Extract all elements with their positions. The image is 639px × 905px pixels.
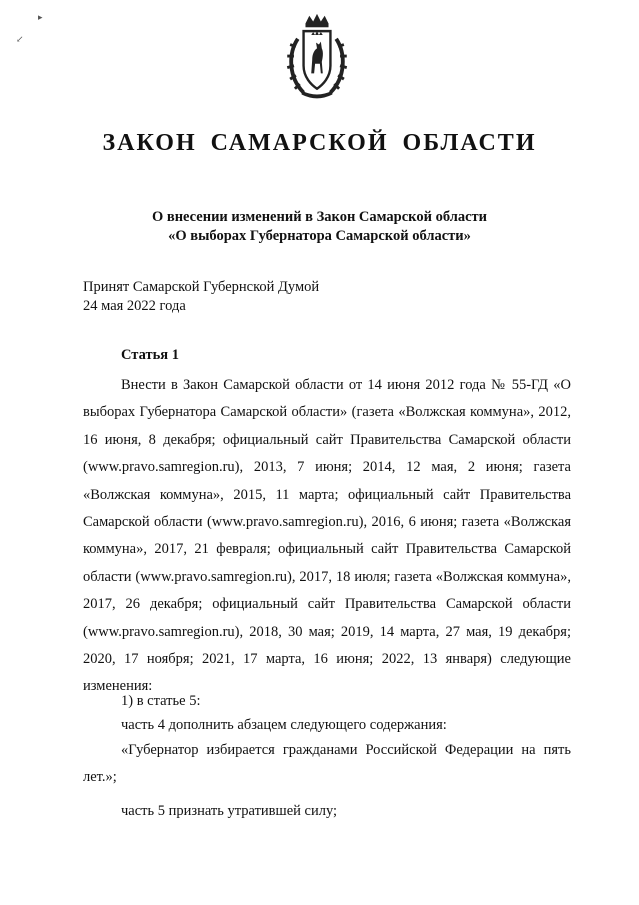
- adopted-date: 24 мая 2022 года: [83, 298, 186, 314]
- item-1: 1) в статье 5:: [121, 693, 201, 709]
- article-body: Внести в Закон Самарской области от 14 июня 2012 года № 55-ГД «О выборах Губернатора Самарской области» (газета «Волжская коммуна», 2012, 16 июня, 8 декабря; официальный сайт Правительства Самарской области (www.pravo.samregion.ru), 2013, 7 июня; 2014, 12 мая, 2 июня; газета «Волжская коммуна», 2015, 11 марта; официальный сайт Правительства Самарской области (www.pravo.samregion.ru), 2016, 6 июня; газета «Волжская коммуна», 2017, 21 февраля; официальный сайт Правительства Самарской области (www.pravo.samregion.ru), 2017, 18 июля; газета «Волжская коммуна», 2017, 26 декабря; официальный сайт Правительства Самарской области (www.pravo.samregion.ru), 2018, 30 мая; 2019, 14 марта, 27 мая, 19 декабря; 2020, 17 ноября; 2021, 17 марта, 16 июня; 2022, 13 января) следующие изменения:: [83, 377, 571, 695]
- scan-mark: ↙: [16, 34, 24, 44]
- subtitle-line-2: «О выборах Губернатора Самарской области»: [168, 228, 471, 244]
- law-title: ЗАКОН САМАРСКОЙ ОБЛАСТИ: [102, 130, 537, 156]
- adopted-by: Принят Самарской Губернской Думой: [83, 279, 320, 295]
- item-1-part-4: часть 4 дополнить абзацем следующего содержания:: [121, 717, 447, 733]
- adoption-block: [83, 278, 319, 316]
- subtitle-line-1: О внесении изменений в Закон Самарской области: [151, 209, 488, 225]
- article-heading: Статья 1: [121, 347, 179, 363]
- law-subtitle: [0, 208, 639, 246]
- scan-mark: ▸: [38, 12, 43, 22]
- samara-coat-of-arms-icon: [269, 10, 365, 106]
- item-1-quote: «Губернатор избирается гражданами Российской Федерации на пять лет.»;: [83, 742, 571, 785]
- item-1-part-5: часть 5 признать утратившей силу;: [121, 803, 338, 819]
